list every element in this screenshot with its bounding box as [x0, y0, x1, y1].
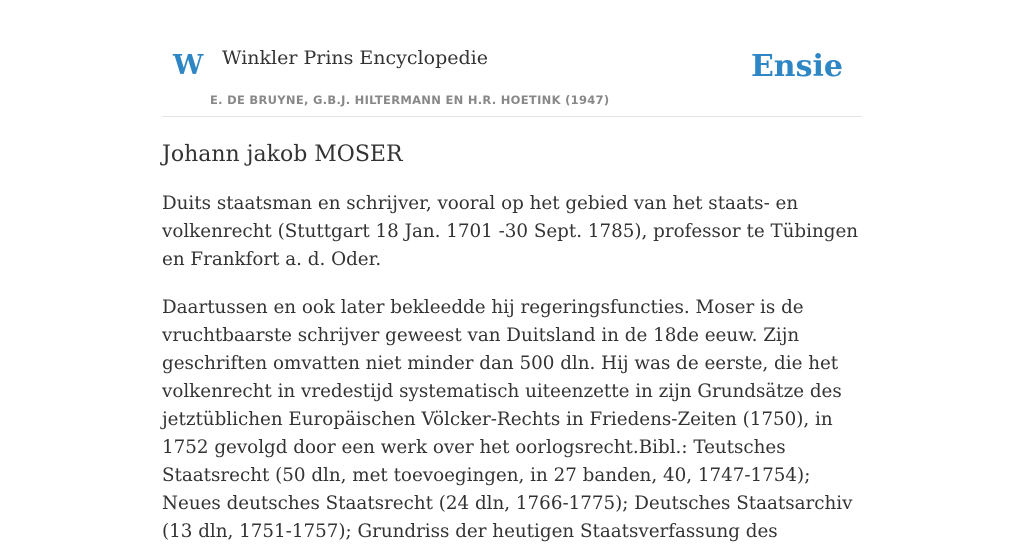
entry-title: Johann jakob MOSER	[162, 142, 403, 167]
brand-logo-ensie[interactable]: Ensie	[750, 49, 843, 84]
article-paragraph-1: Duits staatsman en schrijver, vooral op het gebied van het staats- en volkenrecht (Stuttgart 18 Jan. 1701 -30 Sept. 1785), professor te Tübingen en Frankfort a. d. Oder.	[162, 192, 859, 270]
page-container	[162, 0, 862, 546]
book-authors: E. DE BRUYNE, G.B.J. HILTERMANN EN H.R. HOETINK (1947)	[210, 93, 610, 107]
logo-w[interactable]: W	[173, 50, 204, 81]
header	[162, 0, 862, 117]
article-paragraph-2: Daartussen en ook later bekleedde hij regeringsfuncties. Moser is de vruchtbaarste schrijver geweest van Duitsland in de 18de eeuw. Zijn geschriften omvatten niet minder dan 500 dln. Hij was de eerste, die het volkenrecht in vredestijd systematisch uiteenzette in zijn Grundsätze des jetztüblichen Europäischen Völcker-Rechts in Friedens-Zeiten (1750), in 1752 gevolgd door een werk over het oorlogsrecht.Bibl.: Teutsches Staatsrecht (50 dln, met toevoegingen, in 27 banden, 40, 1747-1754); Neues deutsches Staatsrecht (24 dln, 1766-1775); Deutsches Staatsarchiv (13 dln, 1751-1757); Grundriss der heutigen Staatsverfassung des	[162, 296, 853, 542]
book-title[interactable]: Winkler Prins Encyclopedie	[222, 47, 488, 69]
